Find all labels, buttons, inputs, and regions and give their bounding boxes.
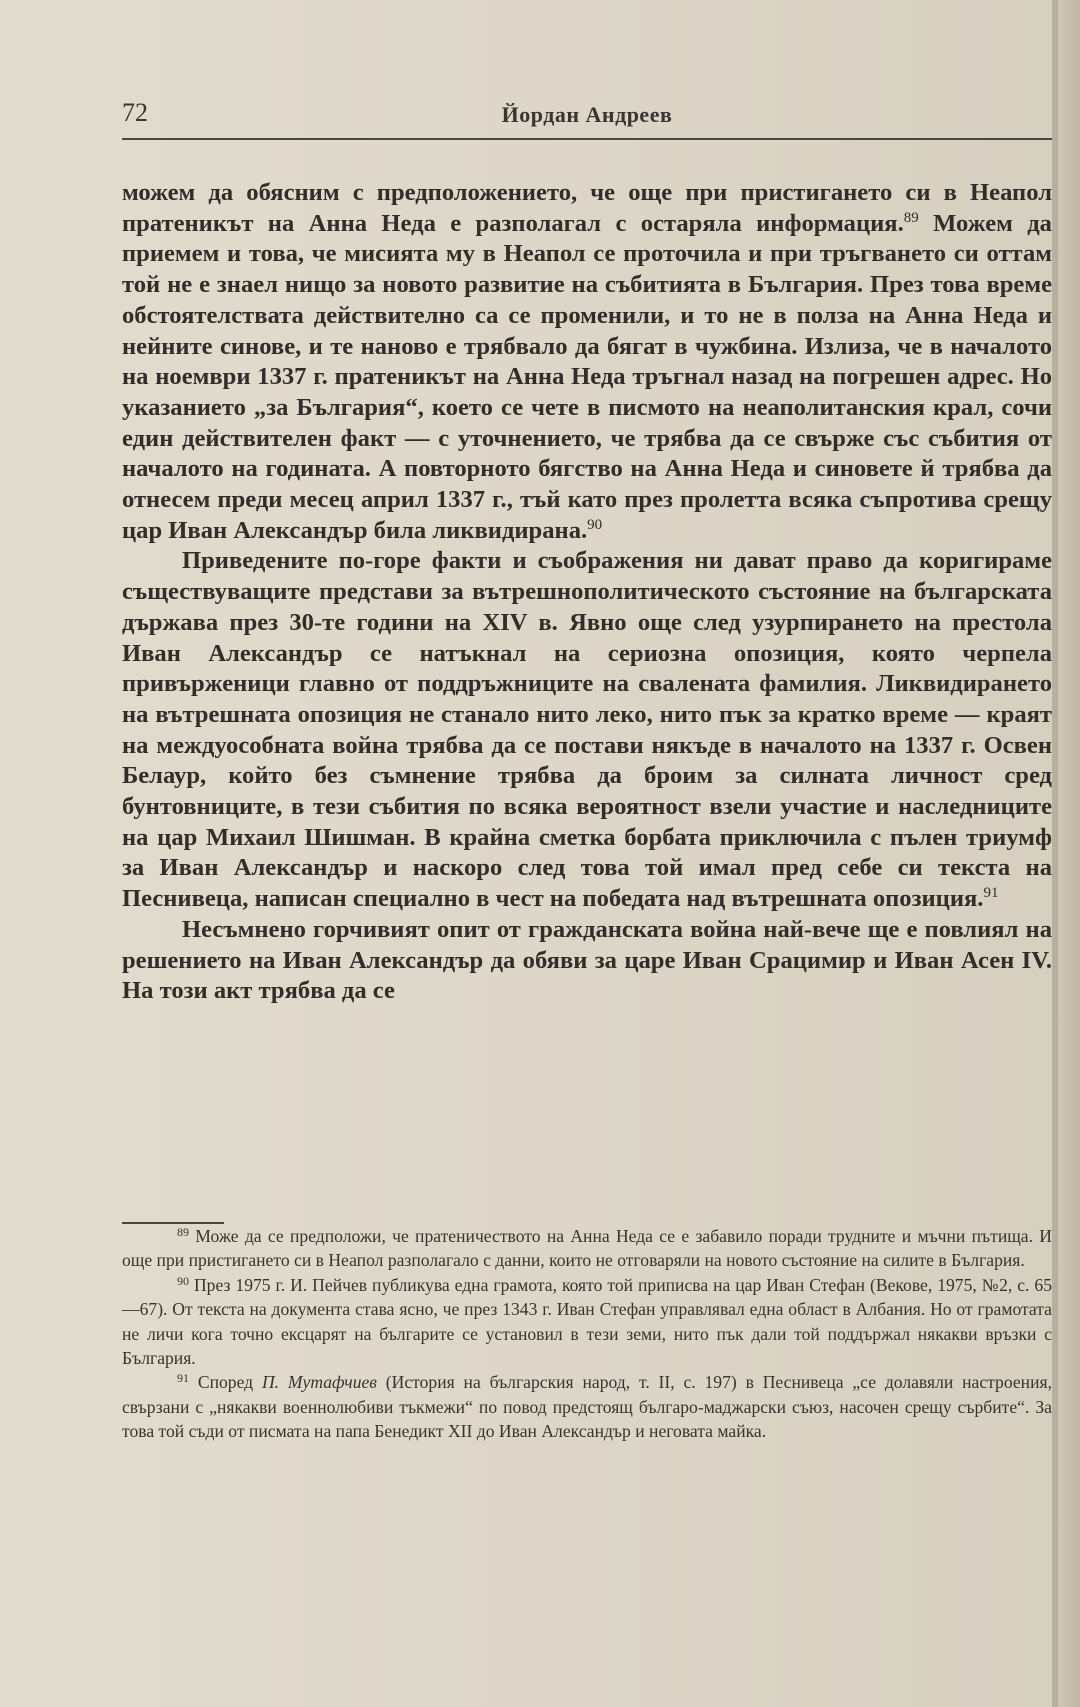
main-text — [122, 178, 1052, 1007]
note-ref-90: 90 — [587, 516, 603, 533]
footnote-text: През 1975 г. И. Пейчев публикува една грамота, която той приписва на цар Иван Стефан (Векове, 1975, №2, с. 65—67). От текста на документа става ясно, че през 1343 г. Иван Стефан управлявал една област в Албания. Но от грамотата не личи кога точно ексцарят на българите се установил в тези земи, нито пък дали той поддържал някакви връзки с България. — [122, 1274, 1053, 1369]
paragraph-2-text: Приведените по-горе факти и съображения ни дават право да коригираме съществуващите представи за вътрешнополитическото състояние на българската държава през 30-те години на XIV в. Явно още след узурпирането на престола Иван Александър се натъкнал на сериозна опозиция, която черпела привърженици главно от поддръжниците на свалената фамилия. Ликвидирането на вътрешната опозиция не станало нито леко, нито пък за кратко време — краят на междуособната война трябва да се постави някъде в началото на 1337 г. Освен Белаур, който без съмнение трябва да броим за силната личност сред бунтовниците, в тези събития по всяка вероятност взели участие и наследниците на цар Михаил Шишман. В крайна сметка борбата приключила с пълен триумф за Иван Александър и наскоро след това той имал пред себе си текста на Песнивеца, написан специално в чест на победата над вътрешната опозиция. — [122, 547, 1052, 913]
running-head: Йордан Андреев — [501, 102, 673, 127]
footnote-89 — [122, 1224, 1052, 1273]
footnote-text: Може да се предположи, че пратеничеството на Анна Неда се е забавило поради трудните и мъчни пътища. И още при пристигането си в Неапол разполагало с данни, които не отговаряли на новото състояние на силите в България. — [122, 1226, 1052, 1271]
header-rule — [122, 138, 1060, 140]
paragraph-1 — [122, 178, 1052, 546]
paragraph-3 — [122, 915, 1052, 1007]
adjacent-page-edge — [1058, 0, 1080, 1707]
paragraph-1-text: можем да обясним с предположението, че още при пристигането си в Неапол пратеникът на Анна Неда е разполагал с остаряла информация. — [122, 179, 1052, 237]
footnote-number: 91 — [177, 1371, 189, 1386]
page-header — [122, 98, 1052, 138]
footnote-text: (История на българския народ, т. II, с. 197) в Песнивеца „се долавяли настроения, свързани с „някакви военнолюбиви тъкмежи“ по повод предстоящ българо-маджарски съюз, насочен срещу сърбите“. За това той съди от писмата на папа Бенедикт XII до Иван Александър и неговата майка. — [122, 1372, 1052, 1442]
footnote-90 — [122, 1273, 1052, 1371]
footnote-91 — [122, 1370, 1052, 1443]
paragraph-2 — [122, 546, 1052, 914]
page-number: 72 — [122, 98, 148, 127]
paragraph-3-text: Несъмнено горчивият опит от гражданската война най-вече ще е повлиял на решението на Иван Александър да обяви за царе Иван Срацимир и Иван Асен IV. На този акт трябва да се — [122, 915, 1052, 1005]
note-ref-89: 89 — [903, 209, 919, 226]
footnote-author: П. Мутафчиев — [261, 1372, 377, 1393]
note-ref-91: 91 — [983, 885, 999, 902]
footnotes — [122, 1224, 1052, 1444]
footnote-text-before: Според — [197, 1372, 262, 1393]
paragraph-1-text-cont: Можем да приемем и това, че мисията му в Неапол се проточила и при тръгването си оттам той не е знаел нищо за новото развитие на събитията в България. През това време обстоятелствата действително са се променили, и то не в полза на Анна Неда и нейните синове, и те наново е трябвало да бягат в чужбина. Излиза, че в началото на ноември 1337 г. пратеникът на Анна Неда тръгнал назад на погрешен адрес. Но указанието „за България“, което се чете в писмото на неаполитанския крал, сочи един действителен факт — с уточнението, че трябва да се свърже със събития от началото на годината. А повторното бягство на Анна Неда и синовете й трябва да отнесем преди месец април 1337 г., тъй като през пролетта всяка съпротива срещу цар Иван Александър била ликвидирана. — [122, 209, 1052, 544]
footnote-number: 89 — [177, 1225, 189, 1239]
footnote-number: 90 — [177, 1273, 189, 1288]
